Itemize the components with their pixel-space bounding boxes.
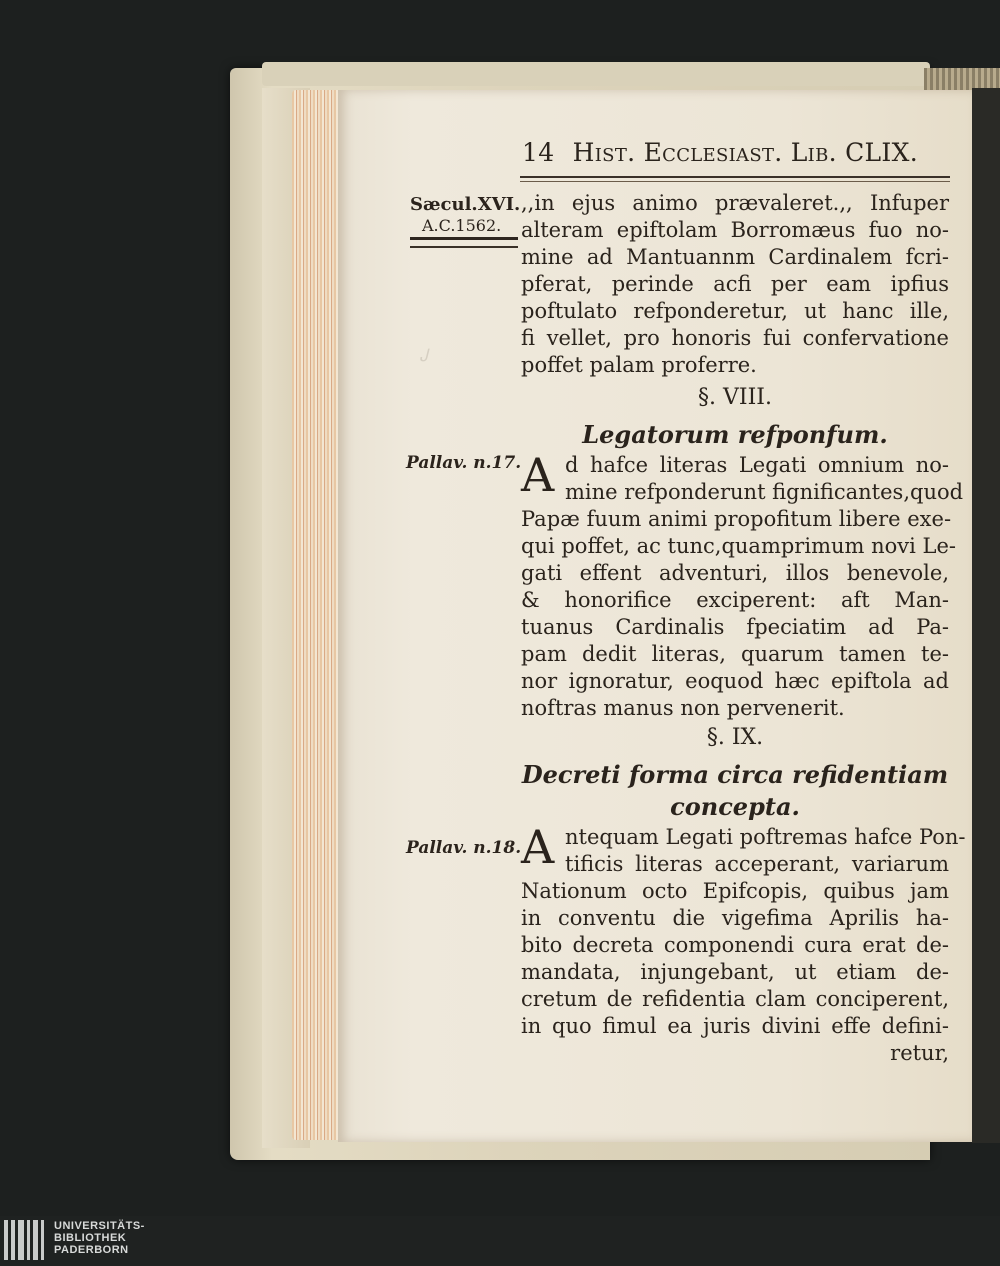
page-edges xyxy=(292,90,342,1140)
section-heading-9: Decreti forma circa refidentiam xyxy=(521,760,949,789)
header-rule xyxy=(520,176,950,178)
text-line: pferat, perinde acfi per eam ipfius xyxy=(521,272,949,296)
right-shadow xyxy=(972,88,1000,1143)
text-line: ntequam Legati poftremas hafce Pon- xyxy=(565,825,966,849)
text-line: Papæ fuum animi propofitum libere exe- xyxy=(521,507,952,531)
text-line: ,,in ejus animo prævaleret.,, Infuper xyxy=(521,191,949,215)
text-line: poffet palam proferre. xyxy=(521,353,757,377)
text-line: mine refponderunt fignificantes,quod xyxy=(565,480,964,504)
margin-note-saeculum: Sæcul.XVI. xyxy=(410,194,521,215)
text-line: fi vellet, pro honoris fui confervatione xyxy=(521,326,949,350)
text-line: gati effent adventuri, illos benevole, xyxy=(521,561,949,585)
text-line: nor ignoratur, eoquod hæc epiftola ad xyxy=(521,669,949,693)
text-line: bito decreta componendi cura erat de- xyxy=(521,933,949,957)
text-line: pam dedit literas, quarum tamen te- xyxy=(521,642,949,666)
text-line: tificis literas acceperant, variarum xyxy=(565,852,949,876)
library-name-line1: UNIVERSITÄTS- xyxy=(54,1220,145,1232)
section-heading-8: Legatorum refponfum. xyxy=(582,420,888,449)
margin-note-anno: A.C.1562. xyxy=(422,216,502,235)
text-line: alteram epiftolam Borromæus fuo no- xyxy=(521,218,949,242)
margin-note-pallav-18: Pallav. n.18. xyxy=(406,838,522,858)
margin-rule-thin xyxy=(410,246,518,248)
text-line: in quo fimul ea juris divini effe defini- xyxy=(521,1014,949,1038)
text-line: mandata, injungebant, ut etiam de- xyxy=(521,960,949,984)
section-number-8: §. VIII. xyxy=(698,385,772,410)
catchword: retur, xyxy=(890,1041,949,1065)
drop-cap: A xyxy=(521,448,555,502)
library-logo-icon xyxy=(4,1220,46,1260)
margin-rule xyxy=(410,237,518,240)
header-rule-thin xyxy=(520,181,950,182)
section-number-9: §. IX. xyxy=(706,725,764,750)
show-through: Ꭻ xyxy=(420,346,428,366)
text-line: tuanus Cardinalis fpeciatim ad Pa- xyxy=(521,615,949,639)
text-line: qui poffet, ac tunc,quamprimum novi Le- xyxy=(521,534,956,558)
text-line: noftras manus non pervenerit. xyxy=(521,696,845,720)
text-line: Nationum octo Epifcopis, quibus jam xyxy=(521,879,949,903)
text-line: in conventu die vigefima Aprilis ha- xyxy=(521,906,949,930)
section-heading-9-cont: concepta. xyxy=(670,792,800,821)
margin-note-pallav-17: Pallav. n.17. xyxy=(406,453,522,473)
text-line: cretum de refidentia clam conciperent, xyxy=(521,987,949,1011)
library-name-line2: BIBLIOTHEK xyxy=(54,1232,127,1244)
cover-top-edge xyxy=(262,62,930,86)
drop-cap: A xyxy=(521,820,555,874)
page-number: 14 xyxy=(522,138,555,167)
text-line: mine ad Mantuannm Cardinalem fcri- xyxy=(521,245,949,269)
running-header xyxy=(522,138,922,167)
library-footer xyxy=(0,1216,1000,1266)
text-line: poftulato refponderetur, ut hanc ille, xyxy=(521,299,949,323)
text-line: d hafce literas Legati omnium no- xyxy=(565,453,949,477)
running-title: Hist. Ecclesiast. Lib. CLIX. xyxy=(572,138,918,167)
library-name-line3: PADERBORN xyxy=(54,1244,129,1256)
text-line: & honorifice exciperent: aft Man- xyxy=(521,588,949,612)
